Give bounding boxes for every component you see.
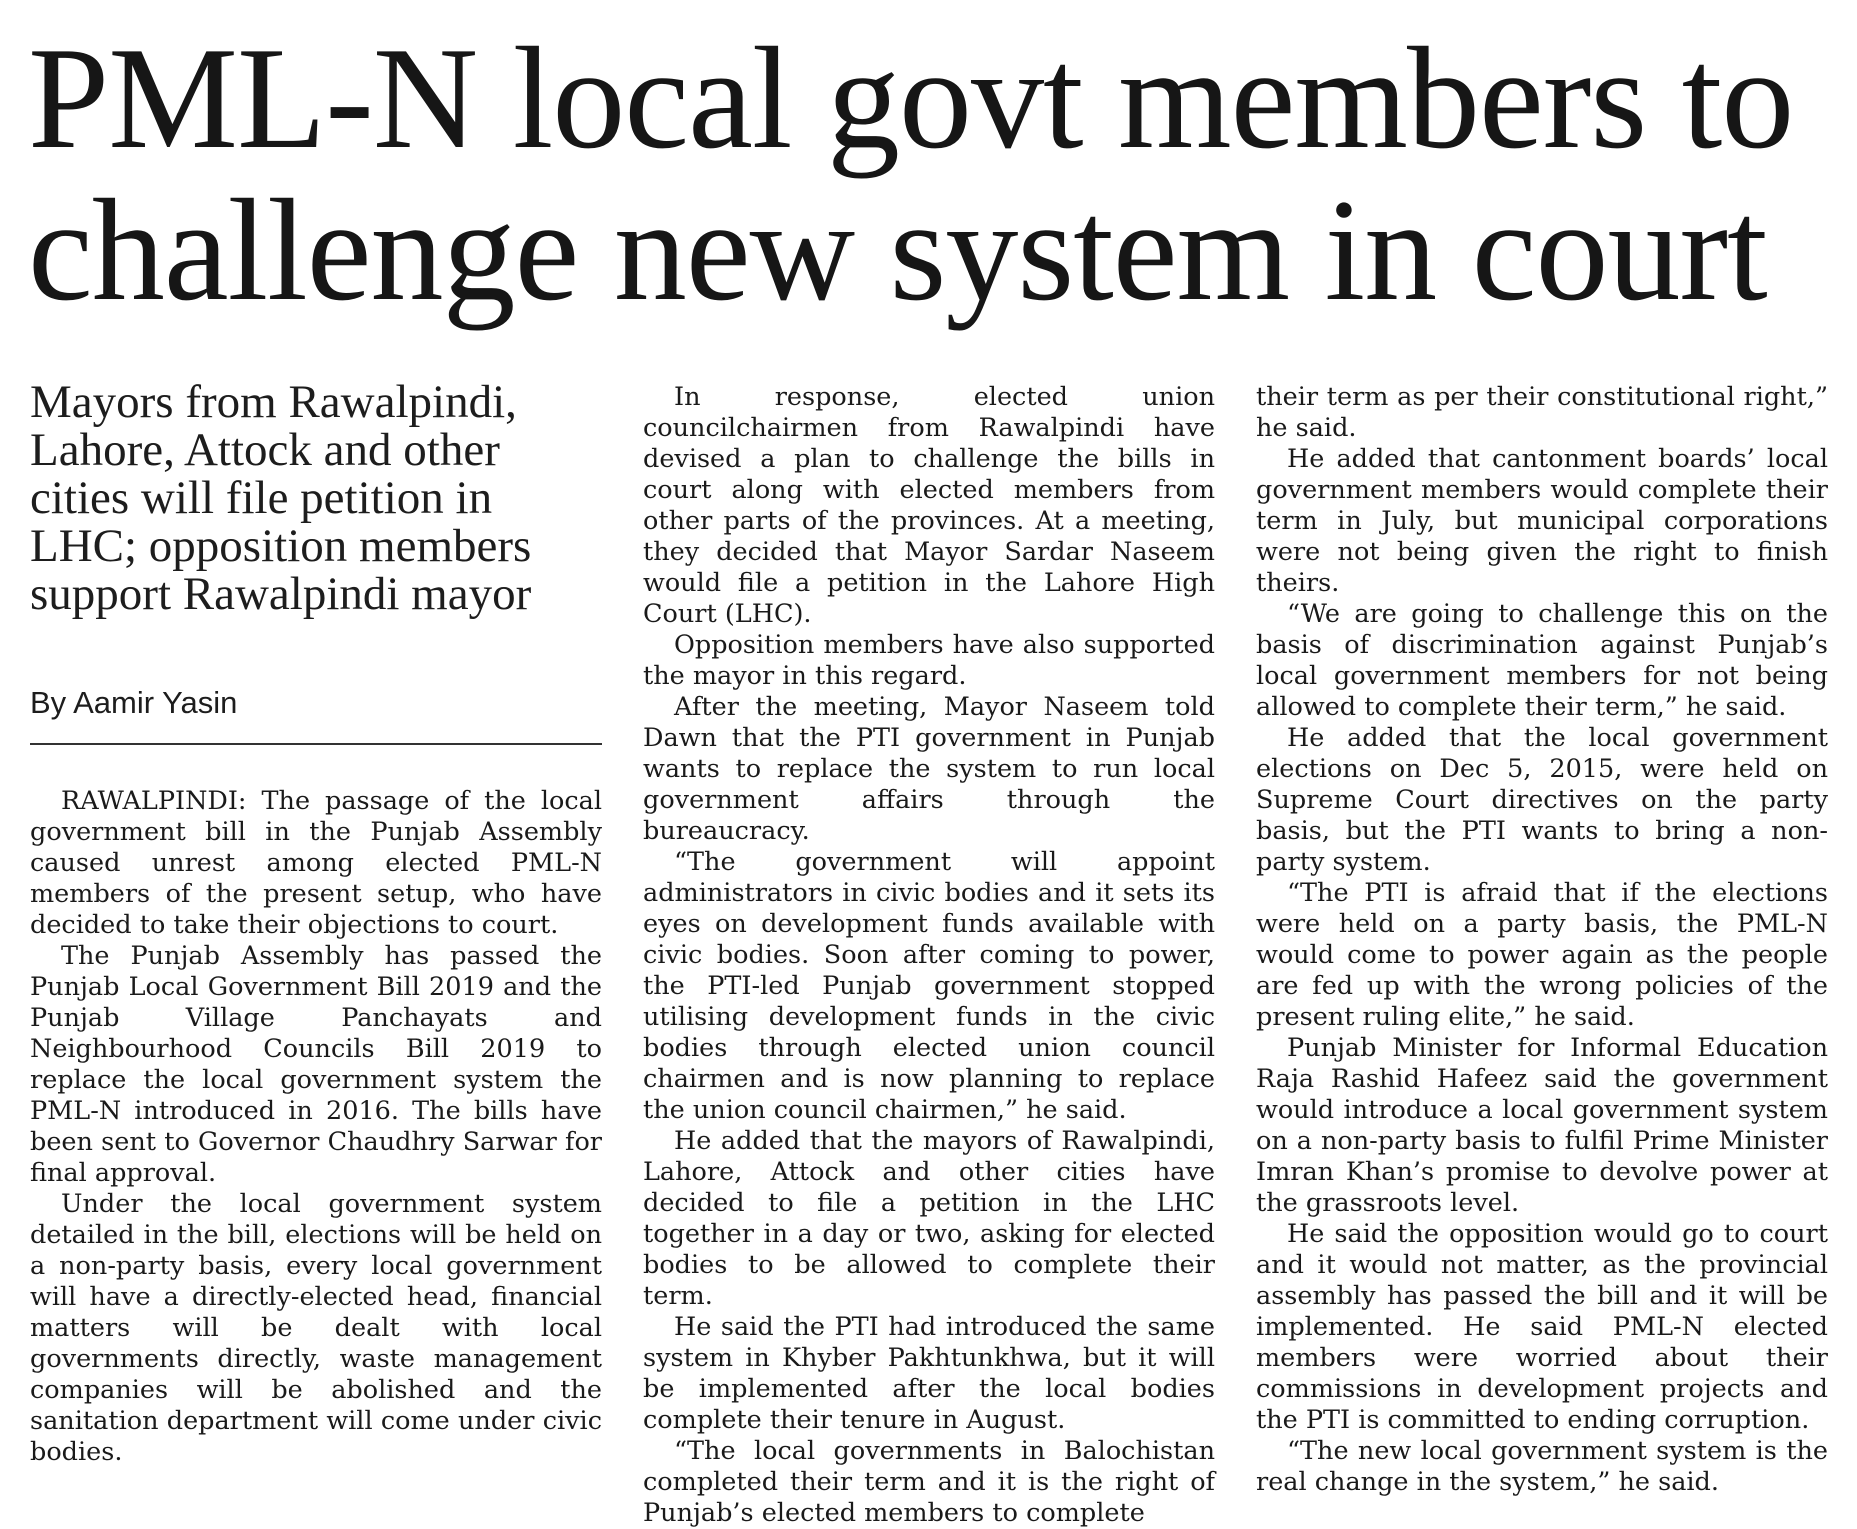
- paragraph: “The government will appoint administrators in civic bodies and it sets its eyes on development funds available with civic bodies. Soon after coming to power, the PTI-led Punjab government stopped utilising development funds in the civic bodies through elected union council chairmen and is now planning to replace the union council chairmen,” he said.: [643, 847, 1215, 1125]
- headline-line-2: challenge new system in court: [28, 169, 1767, 331]
- paragraph: RAWALPINDI: The passage of the local government bill in the Punjab Assembly caused unrest among elected PML-N members of the present setup, who have decided to take their objections to court.: [30, 786, 602, 940]
- paragraph: Under the local government system detailed in the bill, elections will be held on a non-party basis, every local government will have a directly-elected head, financial matters will be dealt with local governments directly, waste management companies will be abolished and the sanitation department will come under civic bodies.: [30, 1189, 602, 1467]
- byline: By Aamir Yasin: [30, 685, 602, 745]
- paragraph: He added that the local government elections on Dec 5, 2015, were held on Supreme Court directives on the party basis, but the PTI wants to bring a non-party system.: [1256, 723, 1828, 877]
- paragraph: “The PTI is afraid that if the elections were held on a party basis, the PML-N would come to power again as the people are fed up with the wrong policies of the present ruling elite,” he said.: [1256, 878, 1828, 1032]
- paragraph: In response, elected union councilchairmen from Rawalpindi have devised a plan to challenge the bills in court along with elected members from other parts of the provinces. At a meeting, they decided that Mayor Sardar Naseem would file a petition in the Lahore High Court (LHC).: [643, 382, 1215, 629]
- paragraph: He added that cantonment boards’ local government members would complete their term in July, but municipal corporations were not being given the right to finish theirs.: [1256, 444, 1828, 598]
- paragraph: “The new local government system is the real change in the system,” he said.: [1256, 1436, 1828, 1497]
- article-column-2: [643, 382, 1215, 1529]
- paragraph: “We are going to challenge this on the basis of discrimination against Punjab’s local government members for not being allowed to complete their term,” he said.: [1256, 599, 1828, 722]
- paragraph: He added that the mayors of Rawalpindi, Lahore, Attock and other cities have decided to file a petition in the LHC together in a day or two, asking for elected bodies to be allowed to complete their term.: [643, 1126, 1215, 1311]
- paragraph: The Punjab Assembly has passed the Punjab Local Government Bill 2019 and the Punjab Village Panchayats and Neighbourhood Councils Bill 2019 to replace the local government system the PML-N introduced in 2016. The bills have been sent to Governor Chaudhry Sarwar for final approval.: [30, 941, 602, 1188]
- paragraph: Opposition members have also supported the mayor in this regard.: [643, 630, 1215, 691]
- paragraph: Punjab Minister for Informal Education Raja Rashid Hafeez said the government would introduce a local government system on a non-party basis to fulfil Prime Minister Imran Khan’s promise to devolve power at the grassroots level.: [1256, 1033, 1828, 1218]
- headline: [28, 17, 1828, 331]
- article-column-1: [30, 786, 602, 1468]
- article-column-3: [1256, 382, 1828, 1498]
- paragraph: “The local governments in Balochistan completed their term and it is the right of Punjab’s elected members to complete: [643, 1436, 1215, 1528]
- paragraph: After the meeting, Mayor Naseem told Dawn that the PTI government in Punjab wants to replace the system to run local government affairs through the bureaucracy.: [643, 692, 1215, 846]
- paragraph: He said the opposition would go to court and it would not matter, as the provincial assembly has passed the bill and it will be implemented. He said PML-N elected members were worried about their commissions in development projects and the PTI is committed to ending corruption.: [1256, 1219, 1828, 1435]
- paragraph: He said the PTI had introduced the same system in Khyber Pakhtunkhwa, but it will be implemented after the local bodies complete their tenure in August.: [643, 1312, 1215, 1435]
- deck-subheadline: Mayors from Rawalpindi, Lahore, Attock and other cities will file petition in LHC; opposition members support Rawalpindi mayor: [30, 376, 532, 620]
- headline-line-1: PML-N local govt members to: [28, 17, 1794, 179]
- paragraph-continued: their term as per their constitutional right,” he said.: [1256, 382, 1828, 443]
